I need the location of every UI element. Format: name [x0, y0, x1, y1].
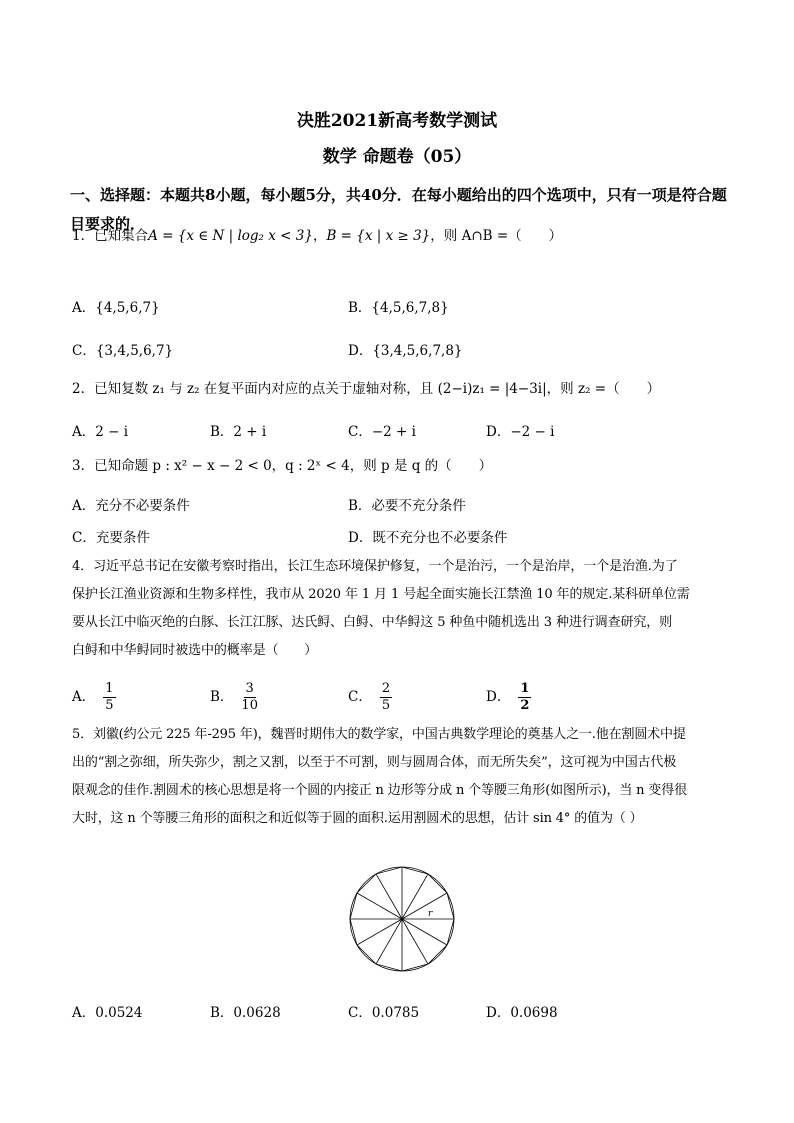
q2-option-a[interactable]: A．2 − i [72, 424, 129, 440]
exam-title: 决胜2021新高考数学测试 [296, 111, 498, 131]
figure-radius-line [402, 919, 447, 945]
q1-suffix: ，则 A∩B =（ ） [430, 228, 563, 244]
q5-line: 出的“割之弥细，所失弥少，割之又割，以至于不可割，则与圆周合体，而无所失矣”，这可视为中国古代极 [72, 755, 677, 770]
q4-line: 要从长江中临灭绝的白豚、长江江豚、达氏鲟、白鲟、中华鲟这 5 种鱼中随机选出 3 种进行调查研究，则 [72, 615, 673, 630]
q3-option-a[interactable]: A．充分不必要条件 [72, 498, 190, 514]
figure-radius-line [376, 874, 402, 919]
figure-radius-line [402, 919, 428, 964]
question-5-stem [72, 721, 727, 833]
q5-option-a[interactable]: A．0.0524 [72, 1005, 143, 1021]
q3-option-b[interactable]: B．必要不充分条件 [348, 498, 466, 514]
q5-line: 5．刘徽(约公元 225 年-295 年)，魏晋时期伟大的数学家，中国古典数学理论的奠基人之一.他在割圆术中提 [72, 727, 686, 742]
q1-set-b: B = {x | x ≥ 3} [326, 228, 431, 244]
inscribed-polygon-figure [337, 865, 467, 975]
figure-radius-line [402, 893, 447, 919]
q4-line: 4．习近平总书记在安徽考察时指出，长江生态环境保护修复，一个是治污，一个是治岸，一个是治渔.为了 [72, 559, 678, 574]
q4-option-b[interactable]: B． $\frac{3}{10}$ [210, 681, 258, 713]
q1-prefix: 1．已知集合 [72, 228, 149, 244]
question-2-stem: 2．已知复数 z₁ 与 z₂ 在复平面内对应的点关于虚轴对称，且 (2−i)z₁ = |4−3i|，则 z₂ =（ ） [72, 381, 661, 397]
q2-option-b[interactable]: B．2 + i [210, 424, 267, 440]
q3-option-d[interactable]: D．既不充分也不必要条件 [348, 530, 508, 546]
section-heading: 一、选择题：本题共8小题，每小题5分，共40分．在每小题给出的四个选项中，只有一项是符合题目要求的． [70, 186, 727, 233]
q2-option-d[interactable]: D．−2 − i [486, 424, 555, 440]
figure-radius-line [357, 919, 402, 945]
q4-option-c[interactable]: C． $\frac{2}{5}$ [348, 681, 391, 713]
q1-sep: ， [312, 228, 327, 244]
question-1-stem [72, 222, 727, 250]
q4-option-a[interactable]: A． $\frac{1}{5}$ [72, 681, 114, 713]
question-4-stem [72, 553, 727, 665]
exam-subtitle: 数学 命题卷（05） [322, 147, 472, 167]
q5-option-d[interactable]: D．0.0698 [486, 1005, 558, 1021]
q5-line: 大时，这 n 个等腰三角形的面积之和近似等于圆的面积.运用割圆术的思想，估计 sin 4° 的值为（ ） [72, 811, 643, 826]
q1-option-b[interactable]: B．{4,5,6,7,8} [348, 300, 449, 316]
question-3-stem: 3．已知命题 p : x² − x − 2 < 0，q : 2ˣ < 4，则 p 是 q 的（ ） [72, 458, 493, 474]
figure-radius-line [402, 874, 428, 919]
figure-radius-label: r [428, 909, 433, 919]
q4-line: 保护长江渔业资源和生物多样性，我市从 2020 年 1 月 1 号起全面实施长江禁渔 10 年的规定.某科研单位需 [72, 587, 690, 602]
q5-option-c[interactable]: C．0.0785 [348, 1005, 420, 1021]
figure-radius-line [376, 919, 402, 964]
q2-option-c[interactable]: C．−2 + i [348, 424, 416, 440]
q5-line: 限观念的佳作.割圆术的核心思想是将一个圆的内接正 n 边形等分成 n 个等腰三角形(如图所示)，当 n 变得很 [72, 783, 687, 798]
q1-option-d[interactable]: D．{3,4,5,6,7,8} [348, 343, 463, 359]
q4-option-d[interactable]: D． $\frac{1}{2}$ [486, 681, 530, 713]
figure-radius-line [357, 893, 402, 919]
q1-option-a[interactable]: A．{4,5,6,7} [72, 300, 160, 316]
q5-option-b[interactable]: B．0.0628 [210, 1005, 281, 1021]
q3-option-c[interactable]: C．充要条件 [72, 530, 150, 546]
q1-option-c[interactable]: C．{3,4,5,6,7} [72, 343, 174, 359]
q1-set-a: A = {x ∈ N | log₂ x < 3} [148, 228, 313, 244]
q4-line: 白鲟和中华鲟同时被选中的概率是（ ） [72, 643, 318, 658]
